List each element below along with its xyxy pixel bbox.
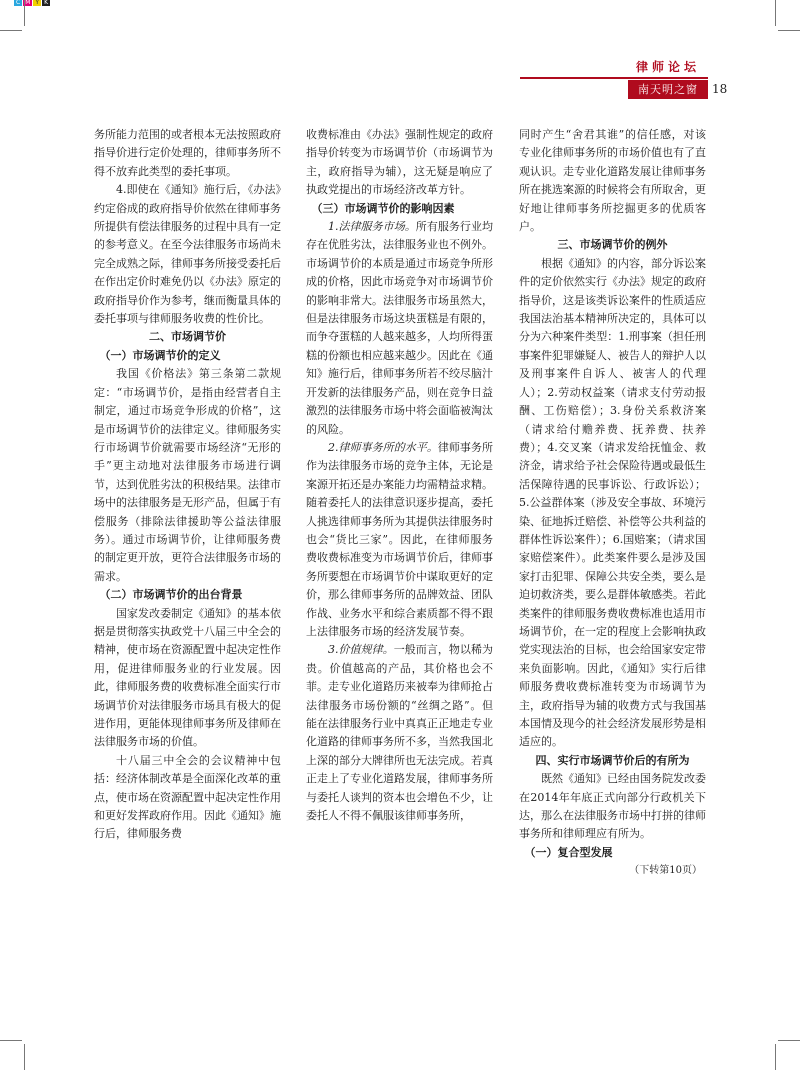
- subsection-heading: [94, 586, 281, 604]
- column-name-badge: 南天明之窗: [628, 80, 708, 99]
- crop-mark: [778, 1040, 800, 1041]
- text-column-3: [519, 126, 706, 881]
- crop-mark: [775, 1044, 776, 1070]
- magenta-swatch: M: [25, 0, 31, 6]
- paragraph-text: 同时产生“舍君其谁”的信任感，对该专业化律师事务所的市场价值也有了直观认识。走专业化道路发展让律师事务所在挑选案源的时候将会有所取舍，更好地让律师事务所挖掘更多的优质客户。: [519, 128, 706, 234]
- text-column-2: [306, 126, 493, 825]
- paragraph-text: （二）市场调节价的出台背景: [99, 588, 243, 602]
- crop-mark: [24, 0, 25, 26]
- continuation-note: [519, 862, 706, 880]
- subsection-heading: [519, 844, 706, 862]
- crop-mark: [24, 1044, 25, 1070]
- section-heading: [519, 236, 706, 254]
- paragraph-text: 4.即使在《通知》施行后，《办法》约定俗成的政府指导价依然在律师事务所提供有偿法律服务的过程中具有一定的参考意义。在至今法律服务市场尚未完全成熟之际，律师事务所接受委托后在作出定价时难免仍以《办法》原定的政府指导价作为参考，继而衡量具体的委托事项与律师服务收费的性价比。: [94, 183, 281, 326]
- black-swatch: K: [44, 0, 48, 6]
- paragraph-text: 我国《价格法》第三条第二款规定：“市场调节价，是指由经营者自主制定，通过市场竞争形成的价格”，这是市场调节价的法律定义。律师服务实行市场调节价就需要市场经济“无形的手”更主动地对法律服务市场进行调节，达到优胜劣汰的积极结果。法律市场中的法律服务是无形产品，但属于有偿服务（排除法律援助等公益法律服务）。通过市场调节价，让律师服务费的制定更开放，更符合法律服务市场的需求。: [94, 367, 281, 583]
- body-paragraph: [519, 770, 706, 844]
- paragraph-text: 务所能力范围的或者根本无法按照政府指导价进行定价处理的，律师事务所不得不放弃此类型的委托事项。: [94, 128, 281, 178]
- paragraph-text: （三）市场调节价的影响因素: [311, 201, 455, 215]
- paragraph-text: 律师事务所作为法律服务市场的竞争主体，无论是案源开拓还是办案能力均需精益求精。随着委托人的法律意识逐步提高，委托人挑选律师事务所为其提供法律服务时也会“货比三家”。因此，在律师服务费收费标准变为市场调节价后，律师事务所要想在市场调节价中谋取更好的定价，那么律师事务所的品牌效益、团队作战、业务水平和综合素质都不得不跟上法律服务市场的经济发展节奏。: [306, 440, 494, 638]
- paragraph-text: 三、市场调节价的例外: [557, 238, 668, 252]
- section-heading: [94, 328, 281, 346]
- paragraph-text: （下转第10页）: [629, 865, 702, 877]
- crop-mark: [778, 30, 800, 31]
- text-column-1: [94, 126, 281, 844]
- paragraph-text: 既然《通知》已经由国务院发改委在2014年年底正式向部分行政机关下达，那么在法律服务市场中打拼的律师事务所和律师理应有所为。: [519, 772, 706, 841]
- body-paragraph: [94, 181, 281, 328]
- paragraph-lead: 3.价值规律。: [328, 643, 394, 657]
- crop-mark: [0, 1040, 22, 1041]
- page-number: 18: [712, 82, 728, 96]
- body-paragraph-continued: [519, 126, 706, 236]
- body-paragraph: [94, 365, 281, 586]
- body-paragraph: [306, 439, 493, 641]
- subsection-heading: [306, 200, 493, 218]
- paragraph-text: 根据《通知》的内容，部分诉讼案件的定价依然实行《办法》规定的政府指导价，这是该类诉讼案件的性质适应我国法治基本精神所决定的，具体可以分为六种案件类型：1.刑事案（担任刑事案件犯罪嫌疑人、被告人的辩护人以及刑事案件自诉人、被害人的代理人）；2.劳动权益案（请求支付劳动报酬、工伤赔偿）；3.身份关系救济案（请求给付赡养费、抚养费、扶养费）；4.交叉案（请求发给抚恤金、救济金，请求给予社会保险待遇或最低生活保障待遇的民事诉讼、行政诉讼）；5.公益群体案（涉及安全事故、环境污染、征地拆迁赔偿、补偿等公共利益的群体性诉讼案件）；6.国赔案；（请求国家赔偿案件）。此类案件要么是涉及国家打击犯罪、保障公共安全类，要么是迫切救济类，要么是群体敏感类。若此类案件的律师服务费收费标准也适用市场调节价，在一定的程度上会影响执政党实现法治的目标，也会给国家安定带来负面影响。因此，《通知》实行后律师服务费收费标准转变为市场调节为主，政府指导为辅的收费方式与我国基本国情及现今的社会经济发展形势是相适应的。: [519, 256, 706, 749]
- cmyk-print-bar: [14, 0, 50, 6]
- paragraph-lead: 2.律师事务所的水平。: [328, 440, 438, 454]
- section-title: 律师论坛: [635, 60, 700, 74]
- paragraph-text: 四、实行市场调节价后的有所为: [535, 753, 690, 767]
- crop-mark: [0, 30, 22, 31]
- body-paragraph: [519, 255, 706, 752]
- paragraph-text: 所有服务行业均存在优胜劣汰，法律服务业也不例外。市场调节价的本质是通过市场竞争所形成的价格，因此市场竞争对市场调节价的影响非常大。法律服务市场虽然大，但是法律服务市场这块蛋糕是有限的，而争夺蛋糕的人越来越多，人均所得蛋糕的份额也相应越来越少。因此在《通知》施行后，律师事务所若不绞尽脑汁开发新的法律服务产品，则在竞争日益激烈的法律服务市场中将会面临被淘汰的风险。: [306, 220, 493, 436]
- header-rule: [520, 77, 708, 79]
- cyan-swatch: C: [16, 0, 21, 6]
- paragraph-text: （一）市场调节价的定义: [99, 348, 221, 362]
- paragraph-text: （一）复合型发展: [524, 845, 613, 859]
- body-paragraph: [306, 641, 493, 825]
- body-paragraph-continued: [306, 126, 493, 200]
- subsection-heading: [94, 347, 281, 365]
- section-heading: [519, 752, 706, 770]
- paragraph-text: 十八届三中全会的会议精神中包括：经济体制改革是全面深化改革的重点，使市场在资源配置中起决定性作用和更好发挥政府作用。因此《通知》施行后，律师服务费: [94, 753, 281, 841]
- body-paragraph-continued: [94, 126, 281, 181]
- yellow-swatch: Y: [35, 0, 40, 6]
- crop-mark: [775, 0, 776, 26]
- body-paragraph: [306, 218, 493, 439]
- paragraph-text: 一般而言，物以稀为贵。价值越高的产品，其价格也会不菲。走专业化道路历来被奉为律师抢占法律服务市场份额的“丝绸之路”。但能在法律服务行业中真真正正地走专业化道路的律师事务所不多，当然我国北上深的部分大牌律所也无法完成。若真正走上了专业化道路发展，律师事务所与委托人谈判的资本也会增色不少，让委托人不得不佩服该律师事务所，: [306, 643, 494, 823]
- paragraph-lead: 1.法律服务市场。: [328, 220, 416, 234]
- body-paragraph: [94, 605, 281, 752]
- paragraph-text: 国家发改委制定《通知》的基本依据是贯彻落实执政党十八届三中全会的精神，使市场在资源配置中起决定性作用，促进律师服务业的行业发展。因此，律师服务费的收费标准全面实行市场调节价对法律服务市场具有极大的促进作用，更能体现律师事务所及律师在法律服务市场的价值。: [94, 606, 281, 749]
- paragraph-text: 收费标准由《办法》强制性规定的政府指导价转变为市场调节价（市场调节为主，政府指导为辅），这无疑是响应了执政党提出的市场经济改革方针。: [306, 128, 493, 197]
- body-paragraph: [94, 752, 281, 844]
- paragraph-text: 二、市场调节价: [149, 330, 226, 344]
